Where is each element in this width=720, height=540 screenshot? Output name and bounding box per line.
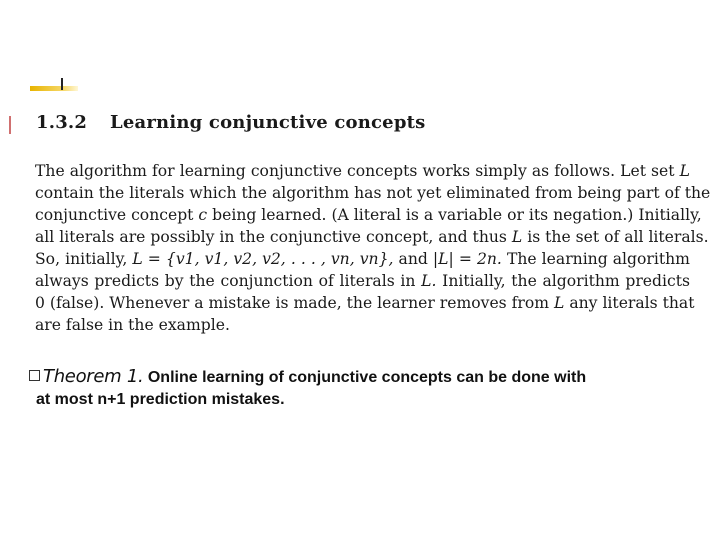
section-heading xyxy=(36,112,425,133)
text-run: The learning algorithm xyxy=(506,250,690,268)
bullet-square-icon xyxy=(29,370,40,381)
text-run: being learned. (A literal is a variable or its negation.) Initially, xyxy=(212,206,702,224)
math-var: L xyxy=(511,228,523,246)
text-run: 0 (false). Whenever a mistake is made, the learner removes from xyxy=(35,294,550,312)
paragraph-line-4 xyxy=(35,226,709,248)
paragraph-line-3 xyxy=(35,204,702,226)
text-run: So, initially, xyxy=(35,250,128,268)
body-paragraph xyxy=(35,160,711,336)
text-run: any literals that xyxy=(569,294,695,312)
math-var: c xyxy=(198,206,208,224)
text-run: is the set of all literals. xyxy=(527,228,709,246)
text-run: always predicts by the conjunction of literals in xyxy=(35,272,416,290)
paragraph-line-1 xyxy=(35,160,690,182)
theorem-heading: Theorem 1. xyxy=(43,366,144,387)
math-var: L xyxy=(554,294,565,312)
margin-mark xyxy=(9,116,11,134)
paragraph-line-7 xyxy=(35,292,695,314)
text-run: and xyxy=(398,250,428,268)
theorem-line-1: Online learning of conjunctive concepts can be done with xyxy=(147,369,587,386)
paragraph-line-5 xyxy=(35,248,690,270)
theorem-line-2: at most n+1 prediction mistakes. xyxy=(36,391,285,408)
paragraph-line-2: contain the literals which the algorithm has not yet eliminated from being part of the xyxy=(35,184,711,202)
text-run: all literals are possibly in the conjunctive concept, and thus xyxy=(35,228,507,246)
accent-tick xyxy=(61,78,63,90)
paragraph-line-8: are false in the example. xyxy=(35,316,230,334)
math-var: L xyxy=(679,162,691,180)
literal-set-formula: L = {v1, v1, v2, v2, . . . , vn, vn}, xyxy=(132,250,394,268)
section-title: Learning conjunctive concepts xyxy=(110,112,426,133)
section-number: 1.3.2 xyxy=(36,112,88,133)
theorem-block xyxy=(29,366,586,411)
cardinality-formula: |L| = 2n. xyxy=(432,250,502,268)
text-run: Initially, the algorithm predicts xyxy=(442,272,690,290)
accent-bar xyxy=(30,86,78,91)
math-var: L. xyxy=(421,272,437,290)
paragraph-line-6 xyxy=(35,270,690,292)
text-run: conjunctive concept xyxy=(35,206,194,224)
text-run: The algorithm for learning conjunctive concepts works simply as follows. Let set xyxy=(35,162,675,180)
